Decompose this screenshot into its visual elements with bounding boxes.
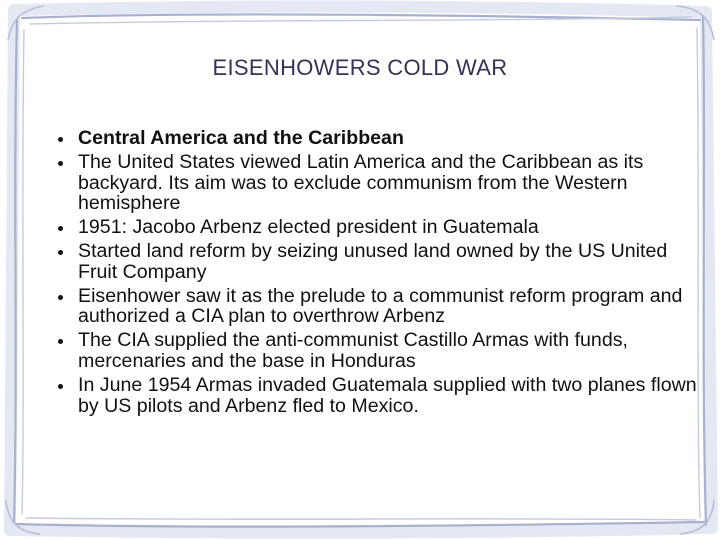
bullet-item [58,128,708,149]
frame-stroke-left-2 [22,30,24,514]
bullet-list [58,128,708,419]
slide-title: EISENHOWERS COLD WAR [212,55,508,80]
bullet-text: Central America and the Caribbean [78,127,404,149]
bullet-item [58,375,708,417]
bullet-text: Eisenhower saw it as the prelude to a communist reform program and authorized a CIA plan to overthrow Arbenz [78,284,683,328]
bullet-dot-icon [58,250,63,255]
bullet-dot-icon [58,384,63,389]
bullet-dot-icon [58,161,63,166]
bullet-text: Started land reform by seizing unused land owned by the US United Fruit Company [78,239,668,283]
bullet-text: The United States viewed Latin America and the Caribbean as its backyard. Its aim was to exclude communism from the Western hemisphere [78,150,644,215]
bullet-item [58,152,708,214]
bullet-text: The CIA supplied the anti-communist Castillo Armas with funds, mercenaries and the base in Honduras [78,329,628,372]
bullet-dot-icon [58,137,63,142]
frame-stroke-top-2 [30,17,692,24]
bullet-dot-icon [58,339,63,344]
bullet-item [58,286,708,328]
bullet-dot-icon [58,226,63,231]
bullet-item [58,330,708,372]
bullet-dot-icon [58,295,63,300]
frame-stroke-bottom-2 [26,518,696,520]
bullet-text: In June 1954 Armas invaded Guatemala supplied with two planes flown by US pilots and Arbenz fled to Mexico. [78,373,697,417]
bullet-item [58,217,708,238]
bullet-text: 1951: Jacobo Arbenz elected president in Guatemala [78,216,539,239]
bullet-item [58,241,708,283]
